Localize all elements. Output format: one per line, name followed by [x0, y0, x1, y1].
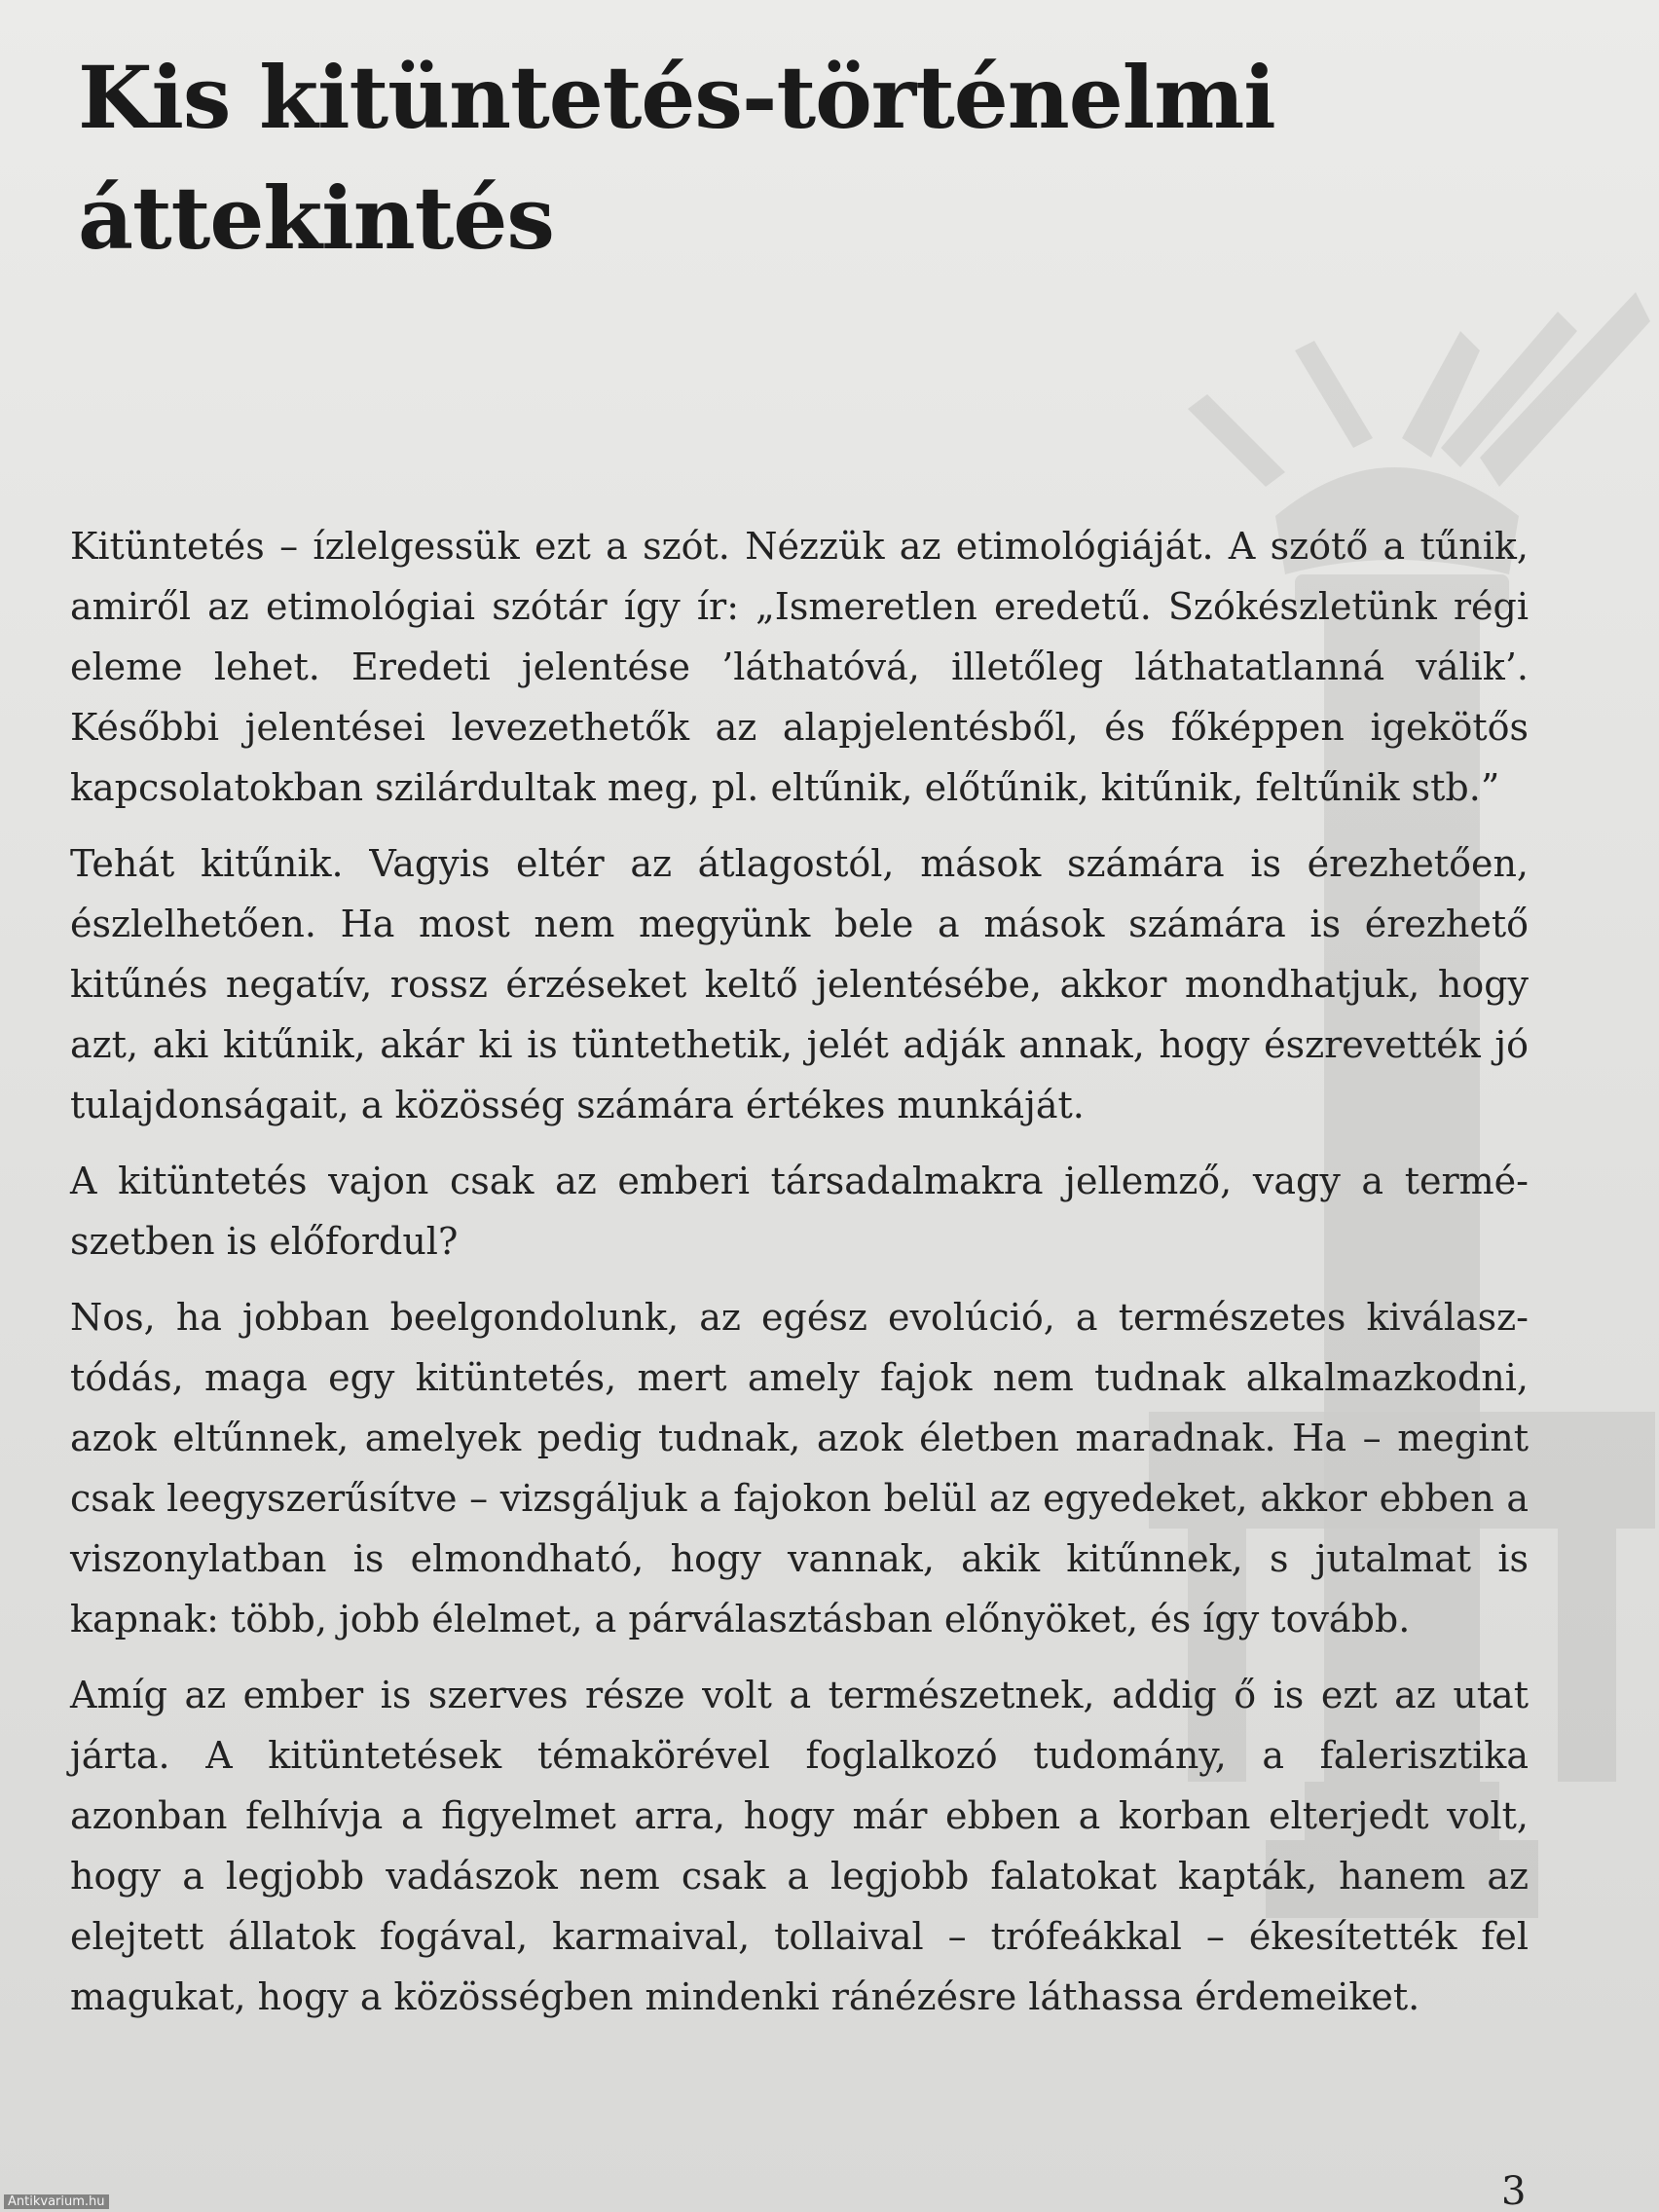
- paragraph-evolution: Nos, ha jobban beelgondolunk, az egész evolúció, a természetes kiválasztódás, maga egy kitüntetés, mert amely fajok nem tudnak alkalmazkodni, azok eltűnnek, amelyek pedig tudnak, azok életben maradnak. Ha – megint csak leegyszerűsítve – vizsgáljuk a fajokon belül az egyedeket, akkor ebben a viszonylatban is elmondható, hogy vannak, akik kitűnnek, s jutalmat is kapnak: több, jobb élelmet, a párválasztásban előnyöket, és így tovább.: [70, 1296, 1529, 1641]
- article-body: [70, 516, 1529, 2043]
- page-number: 3: [1501, 2169, 1527, 2212]
- paragraph-faleristics: Amíg az ember is szerves része volt a természetnek, addig ő is ezt az utat járta. A kitüntetések témakörével foglalkozó tudomány, a falerisztika azonban felhívja a figyelmet arra, hogy már ebben a korban elterjedt volt, hogy a legjobb vadászok nem csak a legjobb falatokat kapták, hanem az elejtett állatok fogával, karmaival, tollaival – trófeákkal – ékesítették fel magukat, hogy a közösségben mindenki ránézésre láthassa érdemeiket.: [70, 1674, 1529, 2018]
- paragraph-question: A kitüntetés vajon csak az emberi társadalmakra jellemző, vagy a természetben is előfordul?: [70, 1160, 1529, 1263]
- paragraph-kitunik: Tehát kitűnik. Vagyis eltér az átlagostól, mások számára is érezhetően, észlelhetően. Ha most nem megyünk bele a mások számára is érezhető kitűnés negatív, rossz érzéseket keltő jelentésébe, akkor mondhatjuk, hogy azt, aki kitűnik, akár ki is tüntethetik, jelét adják annak, hogy észrevették jó tulajdonságait, a közösség számára értékes munkáját.: [70, 842, 1529, 1126]
- page-title: Kis kitüntetés-történelmi áttekintés: [78, 47, 1275, 269]
- source-watermark-text: Antikvarium.hu: [4, 2194, 109, 2209]
- paragraph-etymology: Kitüntetés – ízlelgessük ezt a szót. Nézzük az etimológiáját. A szótő a tűnik, amiről az etimológiai szótár így ír: „Ismeretlen eredetű. Szókészletünk régi eleme lehet. Eredeti jelentése ’láthatóvá, illetőleg láthatatlanná válik’. Későbbi jelentései levezethetők az alapjelentésből, és főképpen igekötős kapcsolatokban szilárdultak meg, pl. eltűnik, előtűnik, kitűnik, feltűnik stb.”: [70, 525, 1529, 809]
